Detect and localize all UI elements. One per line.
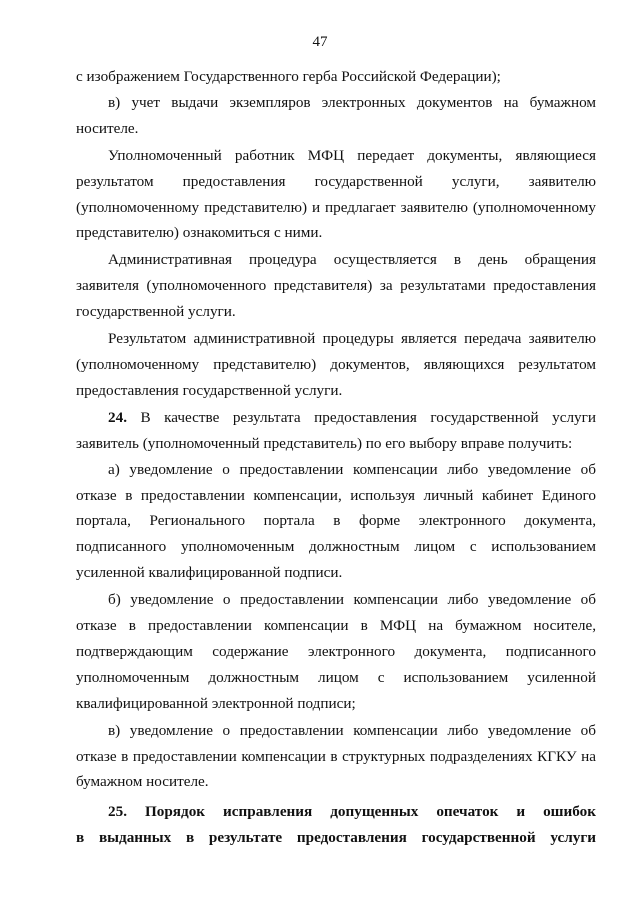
paragraph-mfc-transfer: Уполномоченный работник МФЦ передает документы, являющиеся результатом предоставления государственной услуги, заявителю (уполномоченному представителю) и предлагает заявителю (уполномоченному представителю) ознакомиться с ними.: [76, 146, 596, 242]
paragraph-section-24: [76, 405, 596, 457]
paragraph-procedure-timing: Административная процедура осуществляется в день обращения заявителя (уполномоченного представителя) за результатами предоставления государственной услуги.: [76, 251, 596, 321]
document-body: [76, 64, 596, 851]
paragraph-item-v-accounting: в) учет выдачи экземпляров электронных документов на бумажном носителе.: [76, 93, 596, 137]
paragraph-procedure-result: Результатом административной процедуры является передача заявителю (уполномоченному представителю) документов, являющихся результатом предоставления государственной услуги.: [76, 330, 596, 399]
paragraph-item-b: б) уведомление о предоставлении компенсации либо уведомление об отказе в предоставлении компенсации в МФЦ на бумажном носителе, подтверждающим содержание электронного документа, подписанного уполномоченным должностным лицом с использованием усиленной квалифицированной электронной подписи;: [76, 591, 596, 712]
page-number: 47: [312, 34, 328, 50]
section-25-heading: [76, 799, 596, 851]
section-24-text: В качестве результата предоставления государственной услуги заявитель (уполномоченный представитель) по его выбору вправе получить:: [76, 408, 597, 452]
paragraph-item-v: в) уведомление о предоставлении компенсации либо уведомление об отказе в предоставлении компенсации в структурных подразделениях КГКУ на бумажном носителе.: [76, 721, 596, 791]
section-25-heading-line2: в выданных в результате предоставления государственной услуги: [76, 829, 596, 847]
paragraph-continuation: с изображением Государственного герба Российской Федерации);: [76, 68, 501, 85]
section-25-heading-line1: 25. Порядок исправления допущенных опечаток и ошибок: [108, 803, 596, 821]
paragraph-item-a: а) уведомление о предоставлении компенсации либо уведомление об отказе в предоставлении компенсации, используя личный кабинет Единого портала, Регионального портала в форме электронного документа, подписанного уполномоченным должностным лицом с использованием усиленной квалифицированной подписи.: [76, 460, 596, 582]
section-24-number: 24.: [108, 408, 127, 426]
